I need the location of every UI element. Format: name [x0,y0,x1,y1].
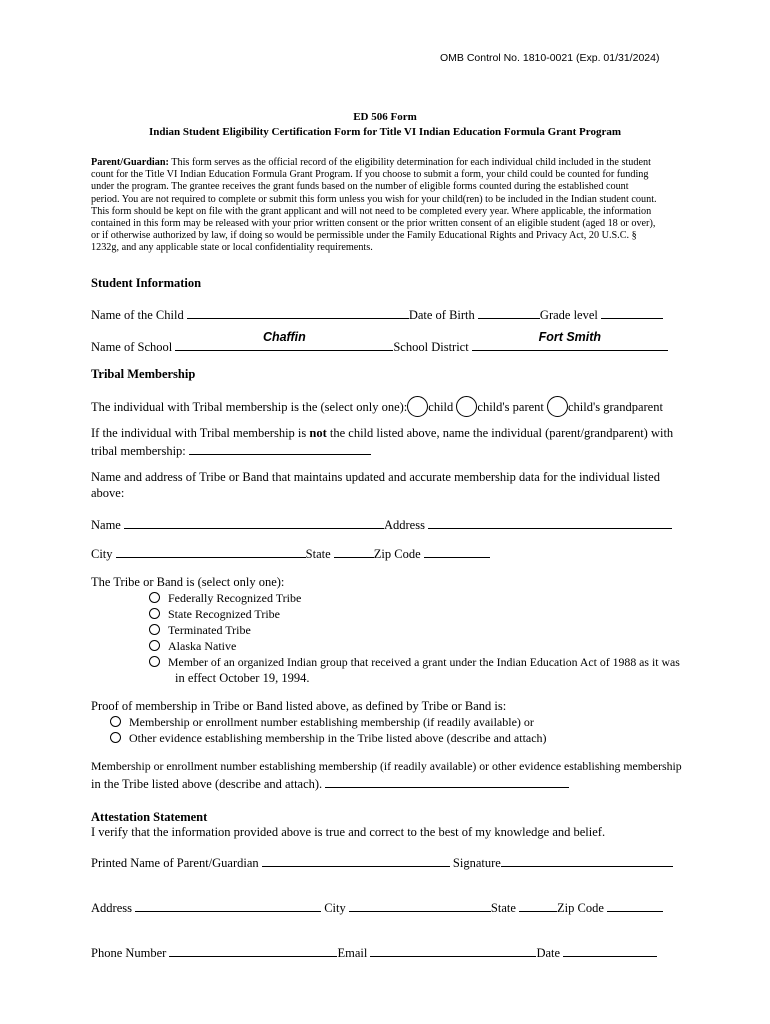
tribe-name-field[interactable] [124,516,384,529]
intro-paragraph [91,157,723,255]
tribal-heading: Tribal Membership [91,367,196,381]
attestation-address-row [91,899,663,916]
radio-organized-group[interactable] [149,656,160,667]
school-row [91,330,668,355]
evidence-line: Membership or enrollment number establishing membership (if readily available) or other evidence establishing membership [91,759,682,773]
intro-line: count for the Title VI Indian Education Formula Grant Program. If you choose to submit a form, your child could be counted for funding [91,169,649,181]
tribe-type-text: Terminated Tribe [168,623,251,637]
child-name-row [91,306,663,323]
tribe-address-field[interactable] [428,516,672,529]
proof-option-text: Membership or enrollment number establishing membership (if readily available) or [129,715,534,729]
tribe-type-text: State Recognized Tribe [168,607,280,621]
not-child-text-cont: the child listed above, name the individual (parent/grandparent) with [326,426,674,440]
intro-line: period. You are not required to complete or submit this form unless you wish for your child(ren) to be included in the Indian student count. [91,193,657,205]
tribe-city-field[interactable] [116,545,306,558]
printed-name-field[interactable] [262,854,450,867]
signature-field[interactable] [501,854,673,867]
district-value: Fort Smith [538,330,602,344]
attestation-state-label: State [490,901,516,915]
option-childs-grandparent: child's grandparent [568,400,663,414]
tribe-zip-label: Zip Code [373,547,421,561]
printed-name-label: Printed Name of Parent/Guardian [91,856,259,870]
school-field[interactable] [175,330,393,351]
tribe-type-option [149,591,301,606]
radio-child[interactable] [407,396,428,417]
tribe-name-label: Name [91,518,121,532]
phone-row [91,944,657,961]
option-child: child [428,400,454,414]
dob-label: Date of Birth [408,308,475,322]
child-name-field[interactable] [187,306,409,319]
school-value: Chaffin [262,330,306,344]
intro-line: contained in this form may be released with your prior written consent or the prior written consent of an eligible student (aged 18 or over), [91,218,656,230]
radio-other-evidence[interactable] [110,732,121,743]
evidence-field[interactable] [325,775,569,788]
signature-label: Signature [452,856,501,870]
form-number: ED 506 Form [353,111,417,123]
proof-option [110,715,534,730]
tribe-address-label: Address [383,518,425,532]
tribe-city-row [91,545,490,562]
tribe-type-option [149,655,680,670]
tribe-intro-line: Name and address of Tribe or Band that maintains updated and accurate membership data for the individual listed [91,470,660,484]
omb-control-number: OMB Control No. 1810-0021 (Exp. 01/31/2024) [440,52,660,64]
school-label: Name of School [91,340,173,354]
intro-line: under the program. The grantee receives the grant funds based on the number of eligible forms counted during the established count [91,181,629,193]
child-name-label: Name of the Child [91,308,184,322]
email-field[interactable] [370,944,536,957]
intro-line: 1232g, and any applicable state or local confidentiality requirements. [91,242,373,254]
tribe-type-label: The Tribe or Band is (select only one): [91,575,285,589]
radio-childs-parent[interactable] [456,396,477,417]
tribe-name-row [91,516,672,533]
printed-name-row [91,854,673,871]
student-info-heading: Student Information [91,276,202,290]
not-child-text: If the individual with Tribal membership is [91,426,310,440]
radio-terminated[interactable] [149,624,160,635]
attestation-heading: Attestation Statement [91,810,208,824]
attestation-address-label: Address [91,901,132,915]
not-emphasis: not [309,426,327,440]
proof-option-text: Other evidence establishing membership in the Tribe listed above (describe and attach) [129,731,547,745]
tribe-type-text: Member of an organized Indian group that received a grant under the Indian Education Act of 1988 as it was [168,655,680,669]
email-label: Email [337,946,368,960]
tribe-state-label: State [305,547,331,561]
grade-label: Grade level [539,308,598,322]
attestation-state-field[interactable] [519,899,557,912]
radio-federally-recognized[interactable] [149,592,160,603]
membership-question-row [91,396,663,417]
date-field[interactable] [563,944,657,957]
attestation-zip-field[interactable] [607,899,663,912]
option-childs-parent: child's parent [477,400,544,414]
phone-label: Phone Number [91,946,167,960]
intro-line: This form should be kept on file with the grant applicant and will not need to be completed every year. Where applicable, the information [91,205,652,217]
tribe-type-option [149,607,280,622]
tribe-city-label: City [91,547,113,561]
radio-state-recognized[interactable] [149,608,160,619]
tribal-member-row [91,442,371,459]
proof-option [110,731,547,746]
date-label: Date [536,946,561,960]
attestation-address-field[interactable] [135,899,321,912]
tribe-type-text: Alaska Native [168,639,237,653]
proof-label: Proof of membership in Tribe or Band listed above, as defined by Tribe or Band is: [91,699,507,713]
tribe-type-option [149,623,251,638]
tribe-type-option [149,639,236,654]
tribe-intro-line: above: [91,486,125,500]
district-field[interactable] [472,330,668,351]
tribe-state-field[interactable] [334,545,374,558]
attestation-city-label: City [324,901,346,915]
phone-field[interactable] [169,944,337,957]
evidence-label: in the Tribe listed above (describe and attach). [91,777,323,791]
radio-alaska-native[interactable] [149,640,160,651]
radio-enrollment-number[interactable] [110,716,121,727]
not-child-line [91,426,673,441]
evidence-row [91,775,569,792]
tribal-member-label: tribal membership: [91,444,186,458]
attestation-city-field[interactable] [349,899,491,912]
district-label: School District [393,340,469,354]
tribe-type-cont: in effect October 19, 1994. [175,671,310,685]
form-title: Indian Student Eligibility Certification Form for Title VI Indian Education Formula Grant Program [148,126,621,138]
intro-line: or if otherwise authorized by law, if doing so would be permissible under the Family Educational Rights and Privacy Act, 20 U.S.C. § [91,230,637,242]
tribe-zip-field[interactable] [424,545,490,558]
intro-label: Parent/Guardian: [91,157,169,168]
tribal-member-field[interactable] [189,442,371,455]
membership-question: The individual with Tribal membership is the (select only one): [91,400,408,414]
intro-line: This form serves as the official record of the eligibility determination for each individual child included in the student [168,157,651,168]
attestation-statement: I verify that the information provided above is true and correct to the best of my knowledge and belief. [91,825,606,839]
radio-childs-grandparent[interactable] [547,396,568,417]
dob-field[interactable] [478,306,540,319]
attestation-zip-label: Zip Code [557,901,604,915]
grade-field[interactable] [601,306,663,319]
tribe-type-text: Federally Recognized Tribe [168,591,302,605]
